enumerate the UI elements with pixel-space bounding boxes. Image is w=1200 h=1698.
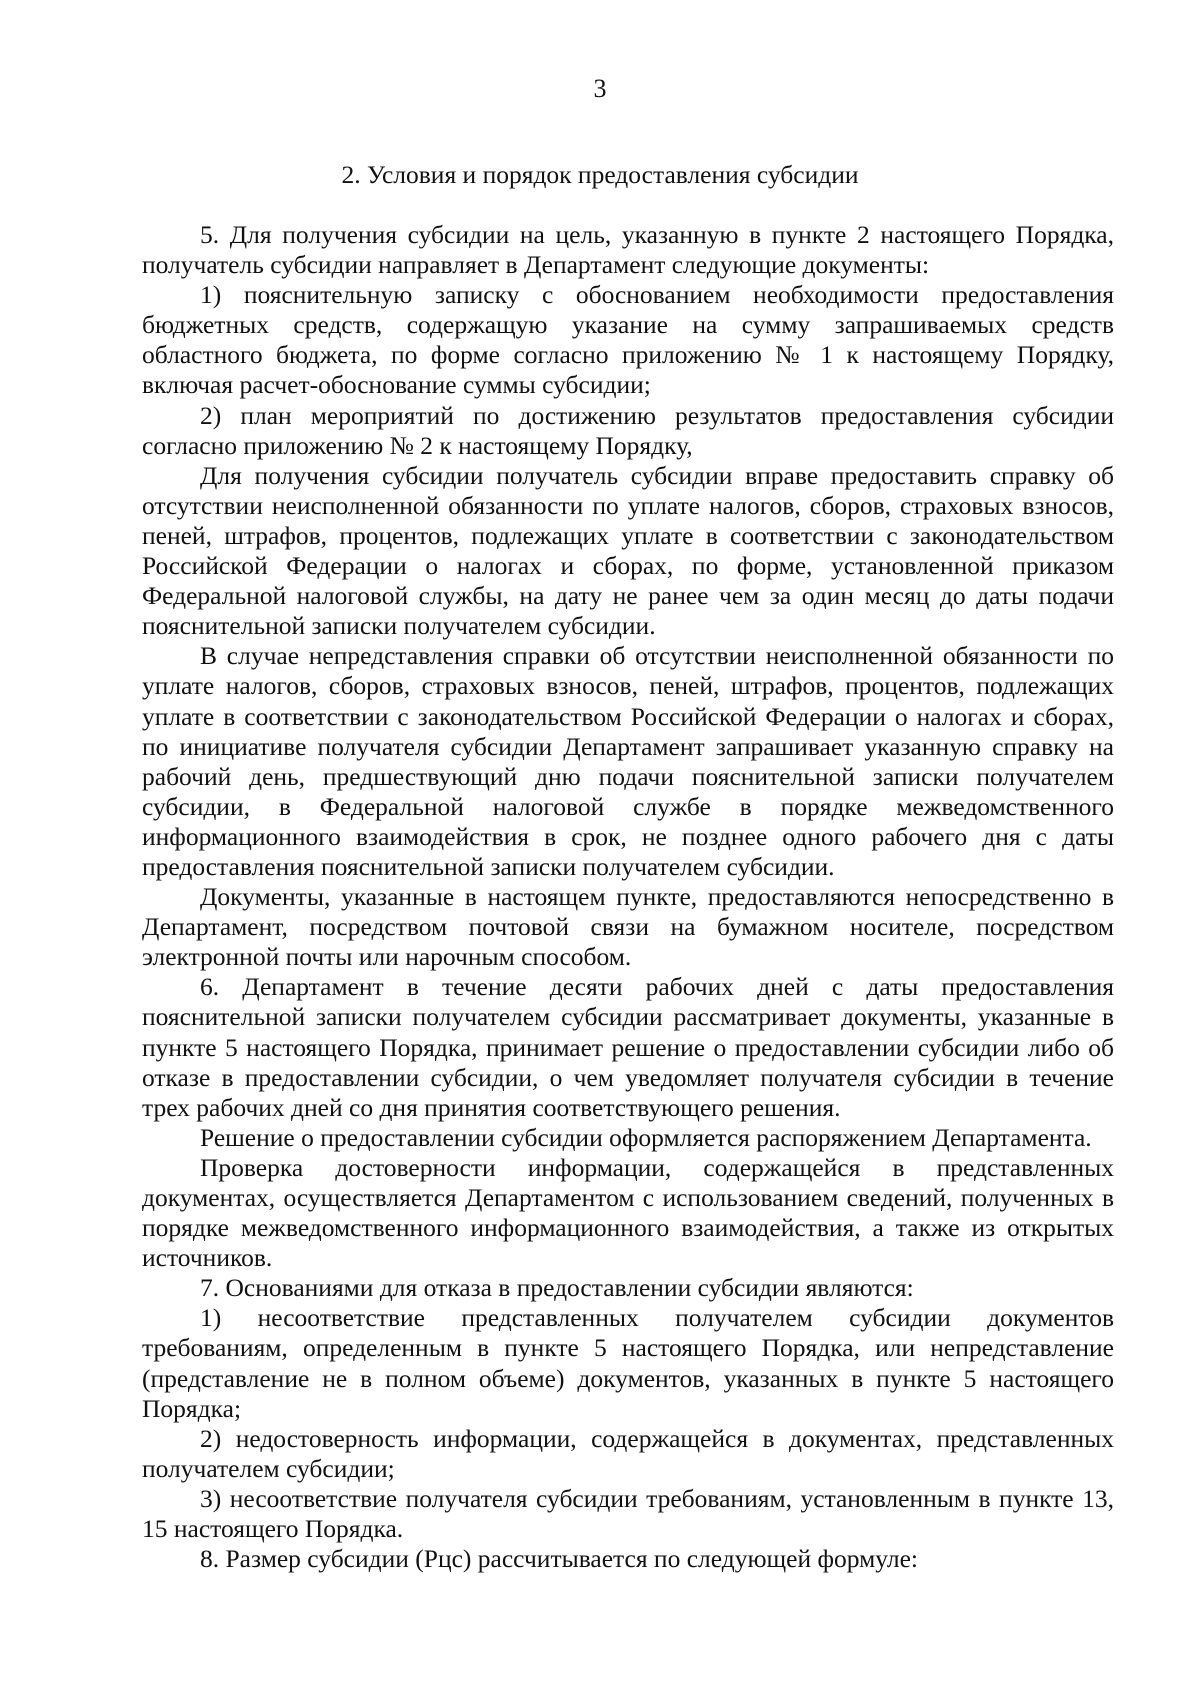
paragraph-7-item-3: 3) несоответствие получателя субсидии требованиям, установленным в пункте 13, 15 настоящего Порядка. — [142, 1483, 1114, 1544]
paragraph-tax-certificate: Для получения субсидии получатель субсидии вправе предоставить справку об отсутствии неисполненной обязанности по уплате налогов, сборов, страховых взносов, пеней, штрафов, процентов, подлежащих уплате в соответствии с законодательством Российской Федерации о налогах и сборах, по форме, установленной приказом Федеральной налоговой службы, на дату не ранее чем за один месяц до даты подачи пояснительной записки получателем субсидии. — [142, 460, 1114, 641]
paragraph-6: 6. Департамент в течение десяти рабочих дней с даты предоставления пояснительной записки получателем субсидии рассматривает документы, указанные в пункте 5 настоящего Порядка, принимает решение о предоставлении субсидии либо об отказе в предоставлении субсидии, о чем уведомляет получателя субсидии в течение трех рабочих дней со дня принятия соответствующего решения. — [142, 972, 1114, 1122]
paragraph-submission-methods: Документы, указанные в настоящем пункте, предоставляются непосредственно в Департамент, посредством почтовой связи на бумажном носителе, посредством электронной почты или нарочным способом. — [142, 882, 1114, 972]
paragraph-7-item-1: 1) несоответствие представленных получателем субсидии документов требованиям, определенным в пункте 5 настоящего Порядка, или непредставление (представление не в полном объеме) документов, указанных в пункте 5 настоящего Порядка; — [142, 1303, 1114, 1423]
paragraph-certificate-request: В случае непредставления справки об отсутствии неисполненной обязанности по уплате налогов, сборов, страховых взносов, пеней, штрафов, процентов, подлежащих уплате в соответствии с законодательством Российской Федерации о налогах и сборах, по инициативе получателя субсидии Департамент запрашивает указанную справку на рабочий день, предшествующий дню подачи пояснительной записки получателем субсидии, в Федеральной налоговой службе в порядке межведомственного информационного взаимодействия в срок, не позднее одного рабочего дня с даты предоставления пояснительной записки получателем субсидии. — [142, 641, 1114, 881]
paragraph-verification: Проверка достоверности информации, содержащейся в представленных документах, осуществляется Департаментом с использованием сведений, полученных в порядке межведомственного информационного взаимодействия, а также из открытых источников. — [142, 1152, 1114, 1273]
paragraph-5-intro: 5. Для получения субсидии на цель, указанную в пункте 2 настоящего Порядка, получатель субсидии направляет в Департамент следующие документы: — [142, 220, 1114, 280]
paragraph-5-item-2: 2) план мероприятий по достижению результатов предоставления субсидии согласно приложению № 2 к настоящему Порядку, — [142, 400, 1114, 460]
page-number: 3 — [593, 74, 607, 103]
document-body — [142, 220, 1114, 1574]
paragraph-7-item-2: 2) недостоверность информации, содержащейся в документах, представленных получателем субсидии; — [142, 1423, 1114, 1483]
paragraph-5-item-1: 1) пояснительную записку с обоснованием необходимости предоставления бюджетных средств, содержащую указание на сумму запрашиваемых средств областного бюджета, по форме согласно приложению № 1 к настоящему Порядку, включая расчет-обоснование суммы субсидии; — [142, 280, 1114, 400]
paragraph-decision: Решение о предоставлении субсидии оформляется распоряжением Департамента. — [200, 1122, 1092, 1152]
paragraph-7-intro: 7. Основаниями для отказа в предоставлении субсидии являются: — [200, 1273, 914, 1303]
section-heading: 2. Условия и порядок предоставления субсидии — [341, 160, 859, 189]
paragraph-8: 8. Размер субсидии (Рцс) рассчитывается по следующей формуле: — [200, 1544, 919, 1574]
